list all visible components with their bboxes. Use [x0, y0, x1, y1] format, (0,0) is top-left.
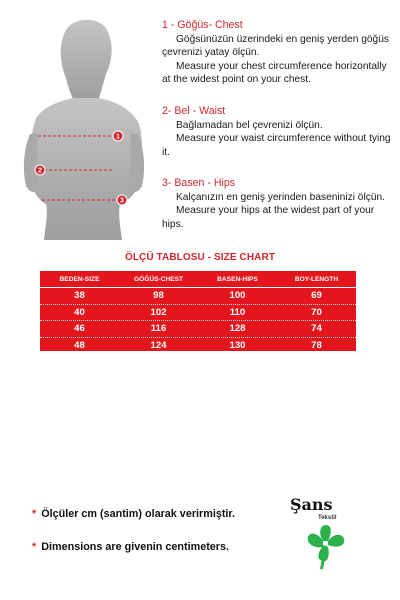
header-size: BEDEN-SIZE — [59, 275, 100, 283]
chest-heading: 1 - Göğüs- Chest — [162, 19, 243, 31]
brand-name: Şans — [290, 495, 333, 514]
cell-length: 70 — [311, 306, 322, 318]
note-star: * — [32, 541, 37, 553]
cell-length: 74 — [311, 323, 322, 335]
chest-text-tr: Göğsünüzün üzerindeki en geniş yerden göğüs çevrenizi yatay ölçün. — [162, 34, 389, 59]
note-star: * — [32, 508, 37, 520]
marker-waist — [35, 165, 45, 175]
waist-instructions — [162, 105, 394, 159]
table-row — [40, 321, 356, 338]
note-units-tr — [32, 508, 235, 520]
cell-length: 78 — [311, 339, 322, 351]
cell-size: 40 — [74, 306, 85, 318]
brand-subtitle: Tekstil — [318, 515, 337, 521]
note-text: Dimensions are givenin centimeters. — [41, 541, 230, 553]
cell-hips: 130 — [229, 339, 246, 351]
marker-hips — [117, 195, 127, 205]
chest-instructions — [162, 19, 394, 86]
cell-hips: 100 — [229, 290, 246, 302]
waist-text-en: Measure your waist circumference without tying it. — [162, 133, 391, 158]
table-row — [40, 305, 356, 322]
cell-chest: 98 — [153, 290, 164, 302]
cell-size: 46 — [74, 323, 85, 335]
waist-heading: 2- Bel - Waist — [162, 105, 226, 117]
note-units-en — [32, 541, 229, 553]
svg-text:1: 1 — [116, 133, 120, 141]
cell-chest: 102 — [150, 306, 167, 318]
cell-hips: 110 — [229, 306, 246, 318]
four-leaf-clover-icon — [290, 497, 360, 572]
body-silhouette-figure — [14, 18, 154, 240]
svg-text:2: 2 — [38, 167, 42, 175]
hips-heading: 3- Basen - Hips — [162, 177, 236, 189]
table-header-row — [40, 271, 356, 288]
header-chest: GÖĞÜS-CHEST — [133, 275, 184, 283]
size-chart-title: ÖLÇÜ TABLOSU - SIZE CHART — [124, 252, 276, 263]
torso-shape — [29, 98, 142, 240]
cell-hips: 128 — [229, 323, 246, 335]
cell-length: 69 — [311, 290, 322, 302]
hips-text-tr: Kalçanızın en geniş yerinden baseninizi ölçün. — [176, 192, 385, 204]
marker-chest — [113, 131, 123, 141]
cell-chest: 124 — [150, 339, 167, 351]
table-row — [40, 338, 356, 354]
chest-text-en: Measure your chest circumference horizontally at the widest point on your chest. — [162, 60, 387, 85]
cell-size: 38 — [74, 290, 85, 302]
hips-instructions — [162, 177, 394, 231]
header-hips: BASEN-HIPS — [217, 275, 258, 283]
hips-text-en: Measure your hips at the widest part of your hips. — [162, 205, 375, 230]
cell-size: 48 — [74, 339, 85, 351]
size-chart-table — [40, 271, 356, 351]
header-length: BOY-LENGTH — [294, 275, 339, 283]
waist-text-tr: Bağlamadan bel çevrenizi ölçün. — [176, 120, 323, 132]
cell-chest: 116 — [150, 323, 167, 335]
table-row — [40, 288, 356, 305]
svg-text:3: 3 — [120, 197, 124, 205]
note-text: Ölçüler cm (santim) olarak verirmiştir. — [41, 508, 236, 520]
head-shape — [61, 20, 112, 102]
